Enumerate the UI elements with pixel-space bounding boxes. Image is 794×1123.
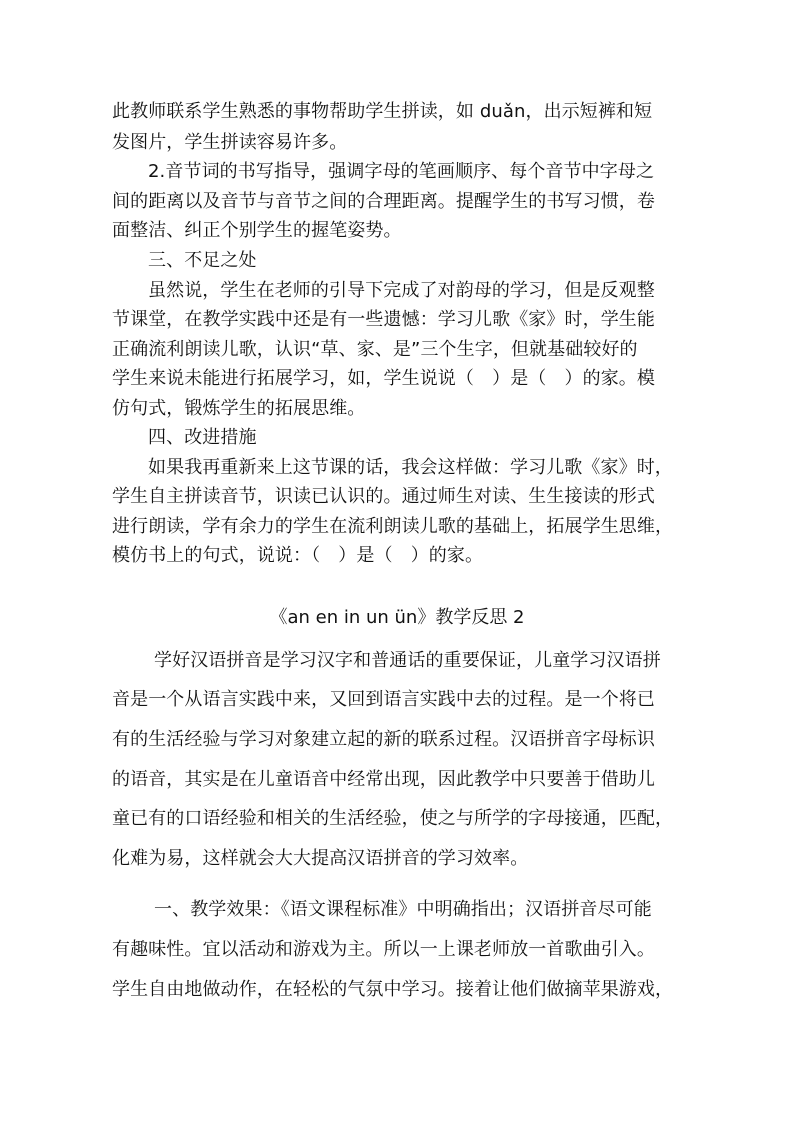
paragraph-line: 模仿书上的句式，说说：（ ）是（ ）的家。 — [112, 545, 484, 566]
paragraph-line: 如果我再重新来上这节课的话，我会这样做：学习儿歌《家》时， — [148, 457, 673, 478]
document-title: 《an en in un ün》教学反思 2 — [269, 607, 525, 628]
section-heading: 四、改进措施 — [148, 427, 257, 448]
paragraph-line: 学生自主拼读音节，识读已认识的。通过师生对读、生生接读的形式 — [112, 486, 655, 507]
paragraph-line: 有趣味性。宜以活动和游戏为主。所以一上课老师放一首歌曲引入。 — [112, 939, 655, 960]
paragraph-line: 此教师联系学生熟悉的事物帮助学生拼读，如 duǎn，出示短裤和短 — [112, 101, 653, 122]
paragraph-line: 2.音节词的书写指导，强调字母的笔画顺序、每个音节中字母之 — [148, 161, 655, 182]
paragraph-line: 音是一个从语言实践中来，又回到语言实践中去的过程。是一个将已 — [112, 689, 655, 710]
paragraph-line: 一、教学效果：《语文课程标准》中明确指出；汉语拼音尽可能 — [154, 899, 652, 920]
paragraph-line: 学好汉语拼音是学习汉字和普通话的重要保证，儿童学习汉语拼 — [154, 650, 661, 671]
paragraph-line: 童已有的口语经验和相关的生活经验，使之与所学的字母接通，匹配， — [112, 808, 674, 829]
section-heading: 三、不足之处 — [148, 250, 257, 271]
paragraph-line: 进行朗读，学有余力的学生在流利朗读儿歌的基础上，拓展学生思维， — [112, 516, 674, 537]
paragraph-line: 仿句式，锻炼学生的拓展思维。 — [112, 398, 366, 419]
paragraph-line: 有的生活经验与学习对象建立起的新的联系过程。汉语拼音字母标识 — [112, 729, 655, 750]
paragraph-line: 的语音，其实是在儿童语音中经常出现，因此教学中只要善于借助儿 — [112, 769, 655, 790]
paragraph-line: 化难为易，这样就会大大提高汉语拼音的学习效率。 — [112, 848, 529, 869]
paragraph-line: 面整洁、纠正个别学生的握笔姿势。 — [112, 220, 402, 241]
paragraph-line: 学生自由地做动作，在轻松的气氛中学习。接着让他们做摘苹果游戏， — [112, 979, 674, 1000]
paragraph-line: 学生来说未能进行拓展学习，如，学生说说（ ）是（ ）的家。模 — [112, 368, 655, 389]
paragraph-line: 正确流利朗读儿歌，认识“草、家、是”三个生字，但就基础较好的 — [112, 339, 638, 360]
paragraph-line: 节课堂，在教学实践中还是有一些遗憾：学习儿歌《家》时，学生能 — [112, 309, 655, 330]
paragraph-line: 发图片，学生拼读容易许多。 — [112, 132, 348, 153]
paragraph-line: 虽然说，学生在老师的引导下完成了对韵母的学习，但是反观整 — [148, 280, 655, 301]
paragraph-line: 间的距离以及音节与音节之间的合理距离。提醒学生的书写习惯，卷 — [112, 191, 655, 212]
